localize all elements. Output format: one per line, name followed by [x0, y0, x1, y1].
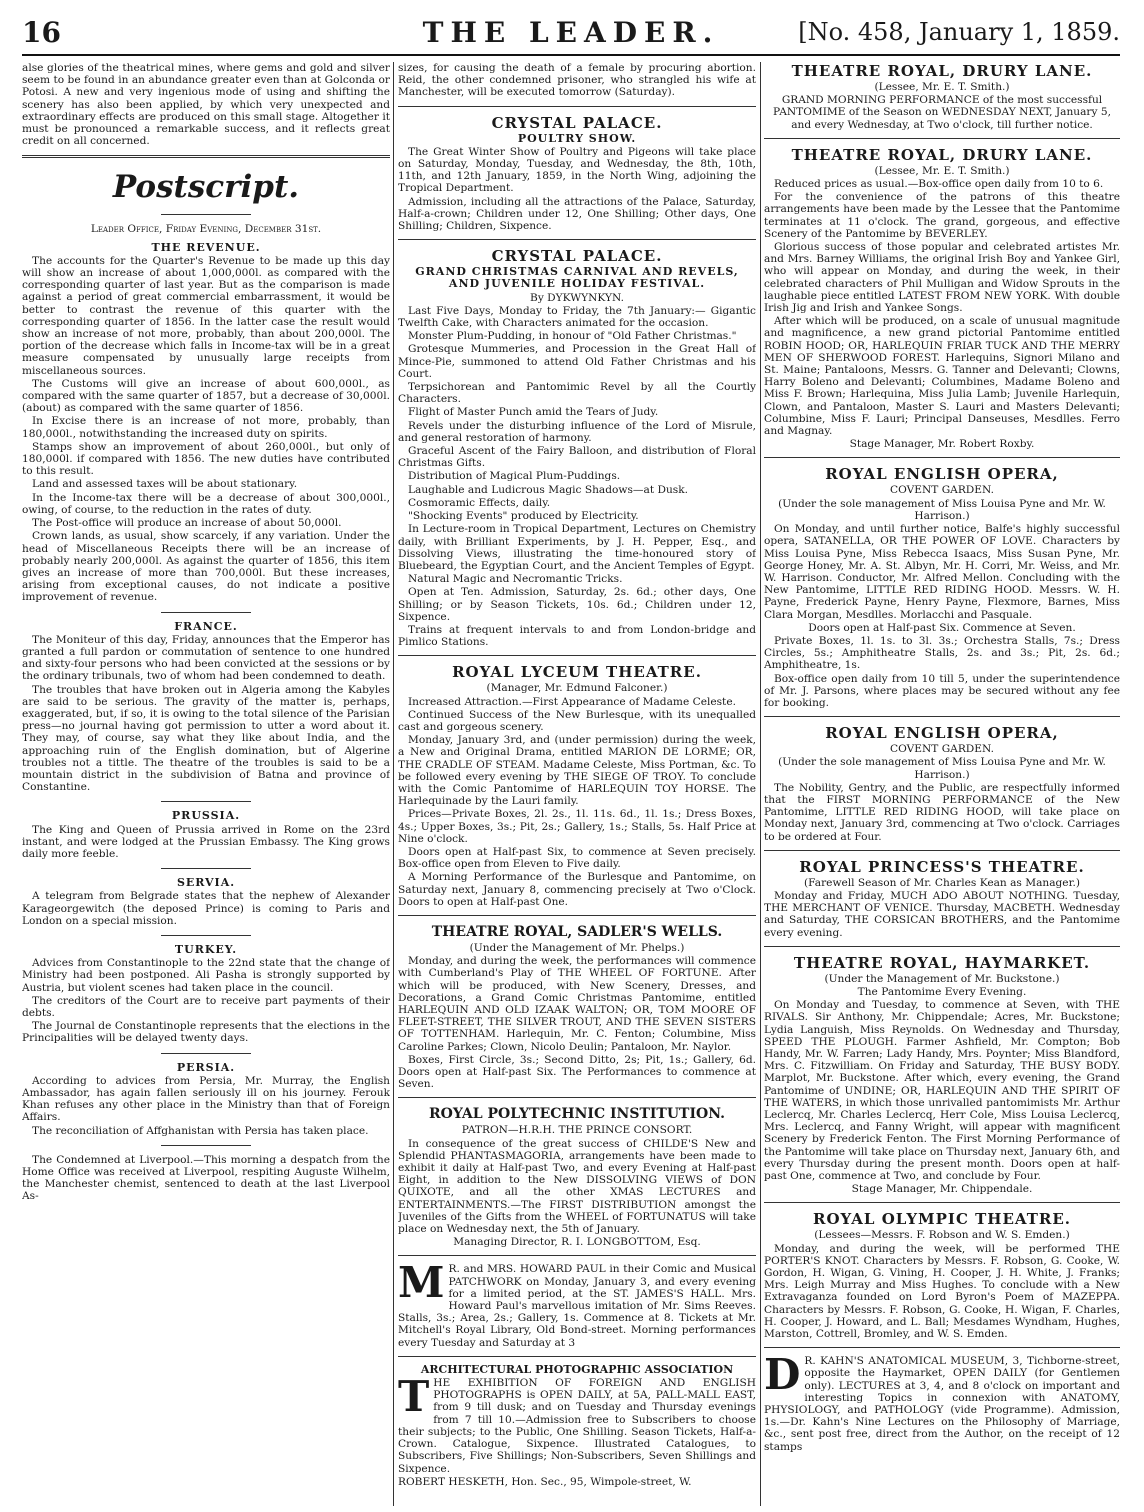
paragraph: The Journal de Constantinople represents that the elections in the Principalities will be delayed twenty days. [22, 1020, 390, 1045]
ad-subtitle: GRAND CHRISTMAS CARNIVAL AND REVELS, AND JUVENILE HOLIDAY FESTIVAL. [415, 265, 739, 291]
divider [764, 1347, 1120, 1348]
ad-paragraph: Laughable and Ludicrous Magic Shadows—at Dusk. [408, 483, 688, 496]
paragraph: The accounts for the Quarter's Revenue to be made up this day will show an increase of about 1,000,000l. as compared with the corresponding quarter of last year. But as the comparison is made against a period of great commercial embarrassment, it would be better to contrast the revenue of this quarter with the corresponding quarter of 1856. In the latter case the result would show an increase of not more, probably, than about 200,000l. The portion of the decrease which falls in Income-tax will be in a great measure compensated by unusually large receipts from miscellaneous sources. [22, 254, 390, 377]
ad-paragraph: Monster Plum-Pudding, in honour of "Old Father Christmas." [408, 330, 737, 343]
ad-paragraph: Glorious success of those popular and celebrated artistes Mr. and Mrs. Barney Williams, the original Irish Boy and Yankee Girl, who will appear on Monday, and during the week, in their celebrated characters of Phil Mulligan and Widow Sprouts in the laughable piece entitled LATEST FROM NEW YORK. With double Irish Jig and Irish and Yankee Songs. [764, 241, 1120, 315]
ad-signature: Stage Manager, Mr. Robert Roxby. [849, 438, 1035, 451]
ad-paragraph: "Shocking Events" produced by Electricity. [408, 510, 639, 523]
heading-revenue: THE REVENUE. [151, 240, 261, 254]
article-continuation: sizes, for causing the death of a female by procuring abortion. Reid, the other condemned prisoner, who strangled his wife at Manchester, will be executed tomorrow (Saturday). [398, 62, 756, 99]
ad-signature: Managing Director, R. I. LONGBOTTOM, Esq. [453, 1236, 701, 1249]
page-header [22, 14, 1120, 56]
divider [398, 655, 756, 656]
ad-title: ROYAL ENGLISH OPERA, [825, 724, 1059, 743]
ad-subtitle: (Under the sole management of Miss Louisa Pyne and Mr. W. Harrison.) [778, 756, 1106, 781]
ad-paragraph: Doors open at Half-past Six. Commence at Seven. [808, 621, 1076, 634]
ad-paragraph: Last Five Days, Monday to Friday, the 7th January:— Gigantic Twelfth Cake, with Characters animated for the occasion. [398, 304, 756, 330]
heading-prussia: PRUSSIA. [171, 809, 241, 823]
ad-subtitle: POULTRY SHOW. [517, 131, 637, 145]
ad-title: THEATRE ROYAL, DRURY LANE. [791, 62, 1093, 80]
ad-paragraph: Revels under the disturbing influence of the Lord of Misrule, and general restoration of harmony. [398, 419, 756, 444]
paragraph: The Customs will give an increase of about 600,000l., as compared with the same quarter of 1857, but a decrease of 30,000l. (about) as compared with the same quarter of 1856. [22, 377, 390, 415]
ad-paragraph: A Morning Performance of the Burlesque and Pantomime, on Saturday next, January 8, commencing precisely at Two o'Clock. Doors to open at Half-past One. [398, 871, 756, 908]
article-continuation: alse glories of the theatrical mines, where gems and gold and silver seem to be found in an abundance greater even than at Golconda or Potosi. A new and very ingenious mode of using and shifting the scenery has also been applied, by which very unexpected and extraordinary effects are produced on this small stage. Altogether it must be pronounced a remarkable success, and it reflects great credit on all concerned. [22, 62, 390, 148]
divider [161, 868, 251, 869]
paragraph: The creditors of the Court are to receive part payments of their debts. [22, 994, 390, 1019]
divider [764, 850, 1120, 851]
divider [764, 716, 1120, 717]
ad-text: R. KAHN'S ANATOMICAL MUSEUM, 3, Tichborne-street, opposite the Haymarket, OPEN DAILY (for Gentlemen only). LECTURES at 3, 4, and 8 o'clock on important and interesting Topics in connexion with ANATOMY, PHYSIOLOGY, and PATHOLOGY (vide Programme). Admission, 1s.—Dr. Kahn's Nine Lectures on the Philosophy of Marriage, &c., sent post free, direct from the Author, on the receipt of 12 stamps [764, 1355, 1120, 1453]
ad-paragraph: Prices—Private Boxes, 2l. 2s., 1l. 11s. 6d., 1l. 1s.; Dress Boxes, 4s.; Upper Boxes, 3s.; Pit, 2s.; Gallery, 1s.; Stalls, 5s. Half Price at Nine o'clock. [398, 808, 756, 845]
ad-signature: ROBERT HESKETH, Hon. Sec., 95, Wimpole-street, W. [398, 1475, 692, 1488]
ad-subtitle: (Farewell Season of Mr. Charles Kean as Manager.) [804, 876, 1080, 889]
ad-paragraph: In consequence of the great success of CHILDE'S New and Splendid PHANTASMAGORIA, arrangements have been made to exhibit it daily at Half-past Two, and every Evening at Half-past Eight, in addition to the New DISSOLVING VIEWS of DON QUIXOTE, and all the other XMAS LECTURES and ENTERTAINMENTS.—The FIRST DISTRIBUTION amongst the Juveniles of the Gifts from the WHEEL of FORTUNATUS will take place on Wednesday next, the 5th of January. [398, 1137, 756, 1236]
dateline: Leader Office, Friday Evening, December 31st. [90, 223, 322, 236]
divider [398, 915, 756, 916]
divider [398, 1255, 756, 1256]
ad-title: ARCHITECTURAL PHOTOGRAPHIC ASSOCIATION [420, 1362, 734, 1376]
ad-paragraph: GRAND MORNING PERFORMANCE of the most successful PANTOMIME of the Season on WEDNESDAY NEXT, January 5, and every Wednesday, at Two o'clock, till further notice. [773, 94, 1111, 131]
ad-subtitle: (Lessee, Mr. E. T. Smith.) [874, 81, 1010, 93]
ad-paragraph: Distribution of Magical Plum-Puddings. [408, 470, 621, 483]
ad-subtitle: (Under the Management of Mr. Phelps.) [469, 941, 685, 954]
ad-text: R. and MRS. HOWARD PAUL in their Comic and Musical PATCHWORK on Monday, January 3, and every evening for a limited period, at the ST. JAMES'S HALL. Mrs. Howard Paul's marvellous imitation of Mr. Sims Reeves. Stalls, 3s.; Area, 2s.; Gallery, 1s. Commence at 8. Tickets at Mr. Mitchell's Royal Library, Old Bond-street. Morning performances every Tuesday and Saturday at 3 [398, 1263, 756, 1349]
ad-paragraph: Flight of Master Punch amid the Tears of Judy. [408, 406, 659, 419]
divider [161, 935, 251, 936]
ad-paragraph: The Nobility, Gentry, and the Public, are respectfully informed that the FIRST MORNING PERFORMANCE of the New Pantomime, LITTLE RED RIDING HOOD, will take place on Monday next, January 3rd, commencing at Two o'clock. Carriages to be ordered at Four. [764, 781, 1120, 843]
ad-title: ROYAL POLYTECHNIC INSTITUTION. [429, 1106, 725, 1123]
divider [161, 801, 251, 802]
paragraph: Land and assessed taxes will be about stationary. [32, 478, 298, 491]
divider [161, 214, 251, 215]
divider [764, 138, 1120, 139]
ad-subtitle: (Under the sole management of Miss Louisa Pyne and Mr. W. Harrison.) [778, 497, 1106, 522]
section-title-postscript: Postscript. [112, 169, 300, 206]
ad-title: THEATRE ROYAL, SADLER'S WELLS. [431, 923, 723, 940]
ad-paragraph: Private Boxes, 1l. 1s. to 3l. 3s.; Orchestra Stalls, 7s.; Dress Circles, 5s.; Amphitheatre Stalls, 2s. and 3s.; Pit, 2s. 6d.; Amphitheatre, 1s. [764, 634, 1120, 672]
column-1 [22, 62, 390, 1506]
heading-persia: PERSIA. [176, 1060, 236, 1074]
divider [764, 457, 1120, 458]
ad-paragraph: Box-office open daily from 10 till 5, under the superintendence of Mr. J. Parsons, where places may be secured without any fee for booking. [764, 672, 1120, 709]
paragraph: In the Income-tax there will be a decrease of about 300,000l., owing, of course, to the reduction in the rates of duty. [22, 491, 390, 516]
paragraph: The Condemned at Liverpool.—This morning a despatch from the Home Office was received at Liverpool, respiting Auguste Wilhelm, the Manchester chemist, sentenced to death at the last Liverpool As- [22, 1153, 390, 1203]
divider [764, 946, 1120, 947]
heading-servia: SERVIA. [176, 876, 236, 890]
paragraph: The reconciliation of Affghanistan with Persia has taken place. [32, 1124, 369, 1137]
ad-paragraph [398, 1258, 756, 1349]
ad-paragraph: Monday, January 3rd, and (under permission) during the week, a New and Original Drama, entitled MARION DE LORME; OR, THE CRADLE OF STEAM. Madame Celeste, Miss Portman, &c. To be followed every evening by THE SIEGE OF TROY. To conclude with the Comic Pantomime of HARLEQUIN TOY HORSE. The Harlequinade by the Lauri family. [398, 734, 756, 808]
ad-title: ROYAL ENGLISH OPERA, [825, 465, 1059, 484]
page-number: 16 [22, 16, 61, 49]
ad-paragraph: Monday, and during the week, will be performed THE PORTER'S KNOT. Characters by Messrs. F. Robson, G. Cooke, W. Gordon, H. Wigan, G. Vining, H. Cooper, J. H. White, J. Franks; Mrs. Leigh Murray and Miss Hughes. To conclude with a New Extravaganza founded on Lord Byron's Poem of MAZEPPA. Characters by Messrs. F. Robson, G. Cooke, H. Wigan, F. Charles, H. Cooper, J. Howard, and L. Ball; Mesdames Wyndham, Hughes, Marston, Cottrell, Bromley, and W. S. Emden. [764, 1242, 1120, 1341]
drop-cap: M [398, 1258, 445, 1308]
paragraph: The Post-office will produce an increase of about 50,000l. [32, 517, 342, 530]
column-3 [764, 62, 1120, 1506]
ad-byline: By DYKWYNKYN. [530, 291, 624, 304]
paragraph: Stamps show an improvement of about 260,000l., but only of 180,000l. if compared with 1856. The new duties have contributed to this result. [22, 440, 390, 478]
ad-title: CRYSTAL PALACE. [491, 113, 663, 132]
ad-title: THEATRE ROYAL, DRURY LANE. [791, 145, 1093, 164]
ad-paragraph: Graceful Ascent of the Fairy Balloon, and distribution of Floral Christmas Gifts. [398, 445, 756, 470]
paragraph: The troubles that have broken out in Algeria among the Kabyles are said to be serious. The gravity of the matter is, perhaps, exaggerated, but, if so, it is owing to the total silence of the Parisian press—no journal having got permission to utter a word about it. They may, of course, say what they like about India, and the approaching ruin of the English domination, but of Algerine troubles not a tittle. The theatre of the troubles is said to be a mountain district in the subdivision of Batna and province of Constantine. [22, 683, 390, 794]
ad-title: ROYAL PRINCESS'S THEATRE. [799, 857, 1085, 876]
paragraph: In Excise there is an increase of not more, probably, than 180,000l., notwithstanding the increased duty on spirits. [22, 415, 390, 440]
ad-paragraph: The Great Winter Show of Poultry and Pigeons will take place on Saturday, Monday, Tuesday, and Wednesday, the 8th, 10th, 11th, and 12th January, 1859, in the North Wing, adjoining the Tropical Department. [398, 145, 756, 195]
heading-france: FRANCE. [174, 619, 238, 633]
column-divider [393, 62, 394, 1506]
ad-paragraph: On Monday, and until further notice, Balfe's highly successful opera, SATANELLA, OR THE POWER OF LOVE. Characters by Miss Louisa Pyne, Miss Rebecca Isaacs, Miss Susan Pyne, Mr. George Honey, Mr. A. St. Albyn, Mr. H. Corri, Mr. Weiss, and Mr. W. Harrison. Conductor, Mr. Alfred Mellon. Concluding with the New Pantomime, LITTLE RED RIDING HOOD. Messrs. W. H. Payne, Frederick Payne, Henry Payne, Flexmore, Barnes, Miss Clara Morgan, Mesdlles. Morlacchi and Pasquale. [764, 523, 1120, 621]
ad-paragraph: Monday, and during the week, the performances will commence with Cumberland's Play of THE WHEEL OF FORTUNE. After which will be produced, with New Scenery, Dresses, and Decorations, a Grand Comic Christmas Pantomime, entitled HARLEQUIN AND OLD IZAAK WALTON; OR, TOM MOORE OF FLEET-STREET, THE SILVER TROUT, AND THE SEVEN SISTERS OF TOTTENHAM. Harlequin, Mr. C. Fenton; Columbine, Miss Caroline Parkes; Clown, Nicolo Deulin; Pantaloon, Mr. Naylor. [398, 955, 756, 1053]
ad-subtitle: (Manager, Mr. Edmund Falconer.) [486, 682, 668, 695]
ad-paragraph: On Monday and Tuesday, to commence at Seven, with THE RIVALS. Sir Anthony, Mr. Chippendale; Acres, Mr. Buckstone; Lydia Languish, Miss Reynolds. On Wednesday and Thursday, SPEED THE PLOUGH. Farmer Ashfield, Mr. Compton; Bob Handy, Mr. W. Farren; Lady Handy, Mrs. Poynter; Miss Blandford, Mrs. C. Fitzwilliam. On Friday and Saturday, THE BUSY BODY. Marplot, Mr. Buckstone. After which, every evening, the Grand Pantomime of UNDINE; OR, HARLEQUIN AND THE SPIRIT OF THE WATERS, in which those unrivalled pantomimists Mr. Arthur Leclercq, Mr. Charles Leclercq, Herr Cole, Miss Louisa Leclercq, Mrs. Leclercq, and Fanny Wright, will appear with magnificent Scenery by Frederick Fenton. The First Morning Performance of the Pantomime will take place on Thursday next, January 6th, and every Thursday during the present month. Doors open at half-past One, commence at Two, and conclude by Four. [764, 999, 1120, 1183]
divider [764, 1202, 1120, 1203]
divider [398, 106, 756, 107]
divider [22, 155, 390, 158]
heading-turkey: TURKEY. [174, 942, 238, 956]
ad-paragraph: Boxes, First Circle, 3s.; Second Ditto, 2s; Pit, 1s.; Gallery, 6d. Doors open at Half-past Six. The Performances to commence at Seven. [398, 1053, 756, 1091]
ad-paragraph: Natural Magic and Necromantic Tricks. [408, 573, 623, 586]
ad-paragraph: Terpsichorean and Pantomimic Revel by all the Courtly Characters. [398, 381, 756, 406]
ad-title: ROYAL OLYMPIC THEATRE. [813, 1210, 1071, 1229]
divider [398, 1356, 756, 1357]
divider [398, 239, 756, 240]
paragraph: A telegram from Belgrade states that the nephew of Alexander Karageorgewitch (the deposed Prince) is coming to Paris and London on a special mission. [22, 890, 390, 927]
ad-title: THEATRE ROYAL, HAYMARKET. [793, 953, 1091, 972]
ad-text: HE EXHIBITION OF FOREIGN AND ENGLISH PHOTOGRAPHS is OPEN DAILY, at 5A, PALL-MALL EAST, from 9 till dusk; and on Tuesday and Thursday evenings from 7 till 10.—Admission free to Subscribers to choose their subjects; to the Public, One Shilling. Season Tickets, Half-a-Crown. Catalogue, Sixpence. Illustrated Catalogues, to Subscribers, Five Shillings; Non-Subscribers, Seven Shillings and Sixpence. [398, 1377, 756, 1475]
ad-paragraph: After which will be produced, on a scale of unusual magnitude and magnificence, a new grand pictorial Pantomime entitled ROBIN HOOD; OR, HARLEQUIN FRIAR TUCK AND THE MERRY MEN OF SHERWOOD FOREST. Harlequins, Signori Milano and St. Maine; Pantaloons, Messrs. G. Tanner and Delevanti; Clowns, Harry Boleno and Delevanti; Columbines, Madame Boleno and Miss F. Brown; Harlequina, Miss Julia Lamb; Juvenile Harlequin, Clown, and Pantaloon, Master S. Lauri and Masters Delevanti; Columbine, Miss F. Lauri; Principal Danseuses, Mesdlles. Ferro and Magnay. [764, 315, 1120, 438]
paragraph: The Moniteur of this day, Friday, announces that the Emperor has granted a full pardon or commutation of sentence to one hundred and sixty-four persons who had been convicted at the sessions or by the ordinary tribunals, two of whom had been condemned to death. [22, 633, 390, 683]
ad-paragraph: Grotesque Mummeries, and Procession in the Great Hall of Mince-Pie, summoned to attend Old Father Christmas and his Court. [398, 343, 756, 380]
ad-paragraph: For the convenience of the patrons of this theatre arrangements have been made by the Lessee that the Pantomime terminates at 11 o'clock. The grand, gorgeous, and effective Scenery of the Pantomime by BEVERLEY. [764, 191, 1120, 240]
ad-paragraph: Trains at frequent intervals to and from London-bridge and Pimlico Stations. [398, 623, 756, 649]
ad-paragraph: Monday and Friday, MUCH ADO ABOUT NOTHING. Tuesday, THE MERCHANT OF VENICE. Thursday, MACBETH. Wednesday and Saturday, THE CORSICAN BROTHERS, and the Pantomime every evening. [764, 889, 1120, 939]
ad-subtitle: COVENT GARDEN. [890, 743, 994, 756]
ad-subtitle: (Lessees—Messrs. F. Robson and W. S. Emden.) [814, 1229, 1070, 1242]
drop-cap: T [398, 1372, 430, 1422]
column-2 [398, 62, 756, 1506]
divider [161, 1145, 251, 1146]
ad-paragraph: Open at Ten. Admission, Saturday, 2s. 6d.; other days, One Shilling; or by Season Tickets, 10s. 6d.; Children under 12, Sixpence. [398, 586, 756, 623]
ad-paragraph [398, 1372, 756, 1475]
divider [398, 1097, 756, 1098]
ad-signature: Stage Manager, Mr. Chippendale. [851, 1183, 1033, 1196]
ad-subtitle: (Lessee, Mr. E. T. Smith.) [874, 164, 1010, 177]
drop-cap: D [764, 1350, 801, 1400]
ad-paragraph: Increased Attraction.—First Appearance of Madame Celeste. [408, 695, 736, 708]
ad-paragraph [764, 1350, 1120, 1453]
ad-paragraph: In Lecture-room in Tropical Department, Lectures on Chemistry daily, with Brilliant Experiments, by J. H. Pepper, Esq., and Dissolving Views, illustrating the time-honoured story of Bluebeard, the Egyptian Court, and the Ancient Temples of Egypt. [398, 523, 756, 572]
ad-paragraph: Admission, including all the attractions of the Palace, Saturday, Half-a-crown; Children under 12, One Shilling; Other days, One Shilling; Children, Sixpence. [398, 195, 756, 233]
ad-title: ROYAL LYCEUM THEATRE. [452, 663, 702, 682]
paragraph: According to advices from Persia, Mr. Murray, the English Ambassador, has again fallen seriously ill on his journey. Ferouk Khan refuses any other place in the Ministry than that of Foreign Affairs. [22, 1074, 390, 1124]
ad-subtitle: (Under the Management of Mr. Buckstone.) [824, 972, 1060, 985]
ad-paragraph: Doors open at Half-past Six, to commence at Seven precisely. Box-office open from Eleven to Five daily. [398, 845, 756, 871]
divider [161, 1053, 251, 1054]
ad-paragraph: Continued Success of the New Burlesque, with its unequalled cast and gorgeous scenery. [398, 708, 756, 733]
paragraph: The King and Queen of Prussia arrived in Rome on the 23rd instant, and were lodged at the Prussian Embassy. The King grows daily more feeble. [22, 823, 390, 860]
issue-date: [No. 458, January 1, 1859. [798, 18, 1120, 46]
divider [161, 612, 251, 613]
ad-paragraph: Cosmoramic Effects, daily. [408, 496, 551, 509]
paragraph: Crown lands, as usual, show scarcely, if any variation. Under the head of Miscellaneous Receipts there will be an increase of probably nearly 200,000l. As against the quarter of 1856, this item gives an increase of more than 700,000l. But these increases, arising from exceptional causes, do not indicate a positive improvement of revenue. [22, 530, 390, 604]
ad-subtitle: PATRON—H.R.H. THE PRINCE CONSORT. [461, 1124, 693, 1137]
ad-subtitle: COVENT GARDEN. [890, 484, 994, 497]
ad-paragraph: Reduced prices as usual.—Box-office open daily from 10 to 6. [774, 178, 1104, 191]
paragraph: Advices from Constantinople to the 22nd state that the change of Ministry had been postponed. Ali Pasha is strongly supported by Austria, but violent scenes had taken place in the council. [22, 957, 390, 994]
ad-subtitle: The Pantomime Every Evening. [857, 985, 1027, 998]
column-divider [760, 62, 761, 1506]
ad-title: CRYSTAL PALACE. [491, 247, 663, 266]
masthead: THE LEADER. [422, 16, 720, 49]
